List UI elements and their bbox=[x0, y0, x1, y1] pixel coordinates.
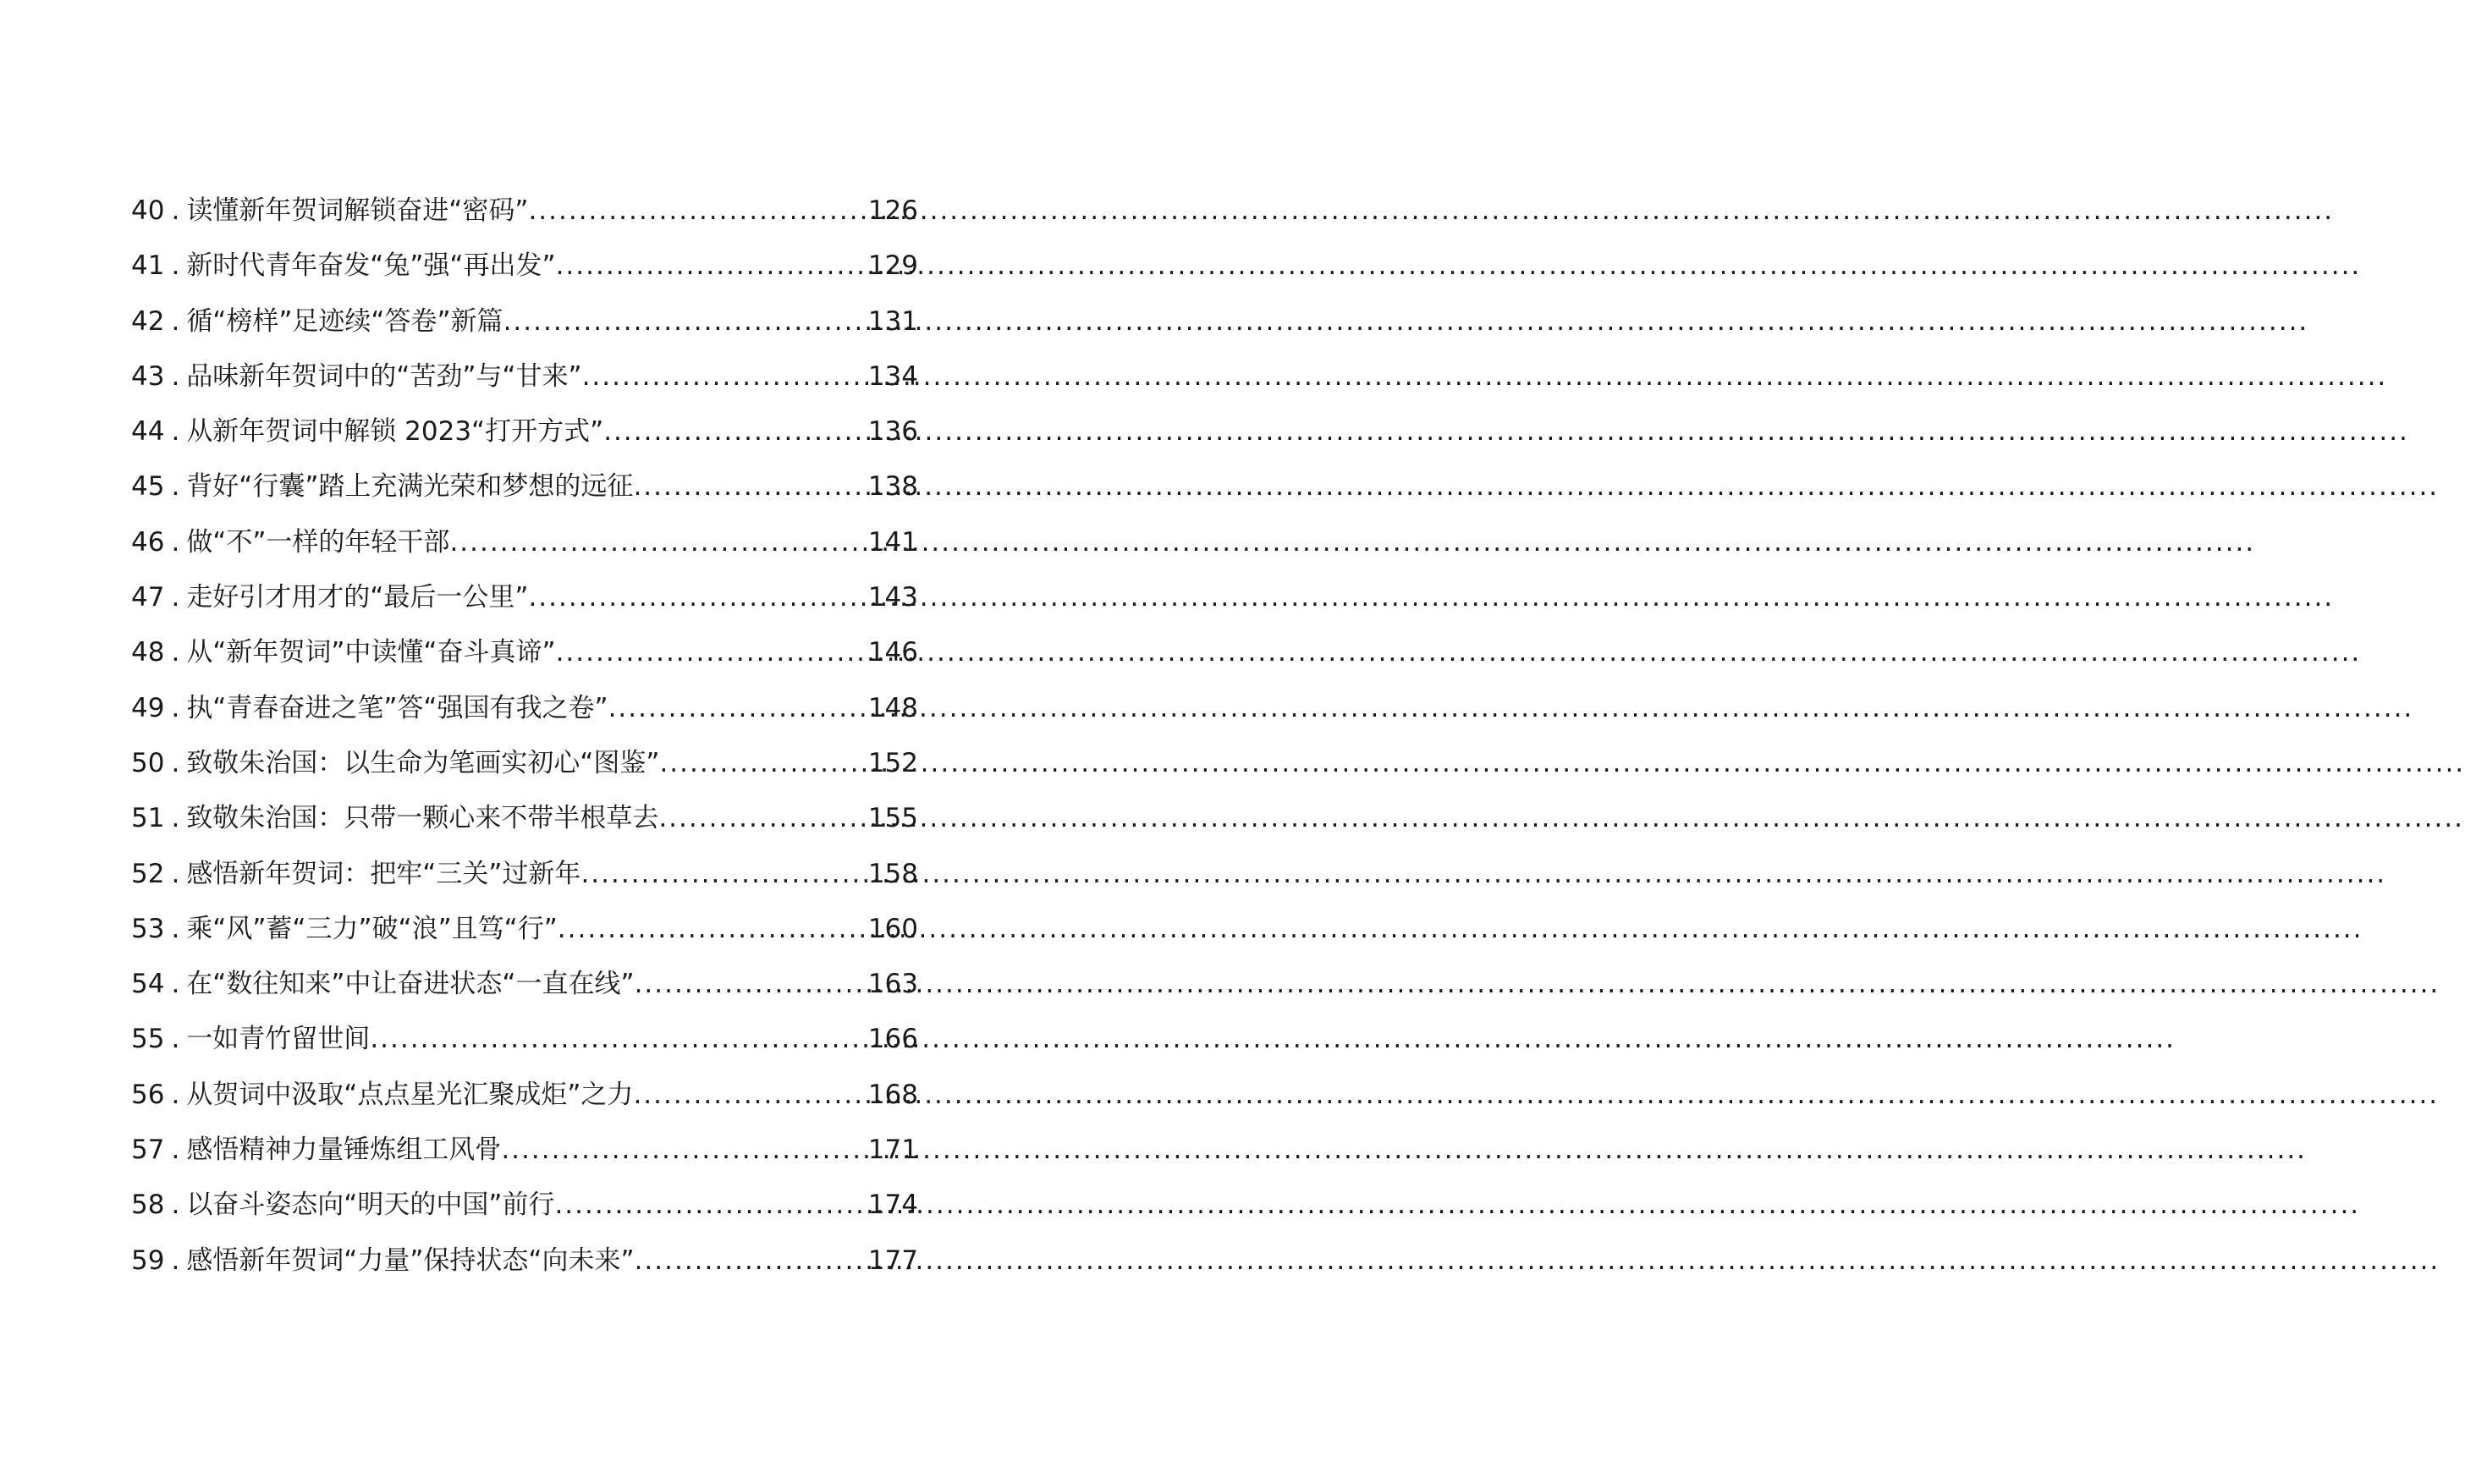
toc-entry-number: 45 bbox=[131, 471, 165, 503]
toc-dot-leader bbox=[582, 349, 867, 404]
toc-entry-separator: . bbox=[171, 360, 180, 392]
toc-entry-title: 从“新年贺词”中读懂“奋斗真谛” bbox=[186, 637, 556, 668]
toc-entry-number: 55 bbox=[131, 1024, 165, 1055]
toc-entry-separator: . bbox=[171, 637, 180, 668]
toc-entry-page-number: 152 bbox=[867, 747, 918, 778]
toc-entry-number: 57 bbox=[131, 1135, 165, 1166]
toc-entry-title: 背好“行囊”踏上充满光荣和梦想的远征 bbox=[186, 471, 634, 503]
toc-dot-leader bbox=[449, 515, 866, 570]
toc-entry[interactable] bbox=[131, 736, 918, 791]
toc-dot-leader bbox=[528, 184, 866, 239]
toc-entry-page-number: 166 bbox=[867, 1024, 918, 1055]
toc-entry-page-number: 155 bbox=[867, 803, 918, 834]
toc-entry-number: 51 bbox=[131, 803, 165, 834]
toc-entry-page-number: 171 bbox=[867, 1135, 918, 1166]
toc-dot-leader bbox=[608, 681, 867, 736]
toc-entry[interactable] bbox=[131, 1123, 918, 1178]
toc-entry[interactable] bbox=[131, 570, 918, 625]
toc-entry-title: 执“青春奋进之笔”答“强国有我之卷” bbox=[186, 692, 608, 723]
toc-entry[interactable] bbox=[131, 515, 918, 570]
toc-entry[interactable] bbox=[131, 681, 918, 736]
toc-entry[interactable] bbox=[131, 791, 918, 846]
toc-entry-number: 46 bbox=[131, 526, 165, 558]
toc-entry-number: 48 bbox=[131, 637, 165, 668]
toc-entry[interactable] bbox=[131, 294, 918, 349]
toc-dot-leader bbox=[554, 1178, 866, 1233]
toc-entry-title: 致敬朱治国：只带一颗心来不带半根草去 bbox=[186, 803, 659, 834]
table-of-contents bbox=[131, 184, 918, 1289]
toc-dot-leader bbox=[503, 294, 867, 349]
toc-entry-title: 从新年贺词中解锁 2023“打开方式” bbox=[186, 416, 604, 448]
toc-entry-page-number: 174 bbox=[867, 1190, 918, 1221]
toc-entry[interactable] bbox=[131, 1012, 918, 1067]
toc-entry[interactable] bbox=[131, 957, 918, 1012]
toc-entry-title: 读懂新年贺词解锁奋进“密码” bbox=[186, 195, 529, 226]
toc-entry[interactable] bbox=[131, 847, 918, 902]
toc-entry-title: 致敬朱治国：以生命为笔画实初心“图鉴” bbox=[186, 747, 660, 778]
toc-entry-number: 52 bbox=[131, 858, 165, 889]
toc-entry-separator: . bbox=[171, 1135, 180, 1166]
toc-entry-title: 感悟新年贺词：把牢“三关”过新年 bbox=[186, 858, 581, 889]
toc-entry-title: 乘“风”蓄“三力”破“浪”且笃“行” bbox=[186, 913, 558, 944]
toc-entry[interactable] bbox=[131, 184, 918, 239]
toc-entry-separator: . bbox=[171, 858, 180, 889]
toc-entry-separator: . bbox=[171, 969, 180, 1000]
toc-entry-number: 43 bbox=[131, 360, 165, 392]
toc-dot-leader bbox=[528, 570, 866, 625]
toc-entry-page-number: 138 bbox=[867, 471, 918, 503]
toc-entry-separator: . bbox=[171, 416, 180, 448]
toc-dot-leader bbox=[556, 239, 867, 294]
toc-entry-number: 49 bbox=[131, 692, 165, 723]
toc-entry-page-number: 163 bbox=[867, 969, 918, 1000]
toc-entry-title: 在“数往知来”中让奋进状态“一直在线” bbox=[186, 969, 635, 1000]
toc-dot-leader bbox=[635, 957, 867, 1012]
toc-entry-page-number: 134 bbox=[867, 360, 918, 392]
toc-entry-title: 新时代青年奋发“兔”强“再出发” bbox=[186, 250, 556, 282]
toc-entry-separator: . bbox=[171, 747, 180, 778]
toc-entry-page-number: 177 bbox=[867, 1245, 918, 1276]
toc-entry-page-number: 146 bbox=[867, 637, 918, 668]
toc-dot-leader bbox=[558, 902, 867, 957]
toc-entry-page-number: 131 bbox=[867, 305, 918, 337]
toc-entry-page-number: 168 bbox=[867, 1079, 918, 1110]
toc-entry-title: 走好引才用才的“最后一公里” bbox=[186, 582, 529, 613]
toc-entry-number: 54 bbox=[131, 969, 165, 1000]
toc-entry-title: 品味新年贺词中的“苦劲”与“甘来” bbox=[186, 360, 582, 392]
toc-entry-page-number: 158 bbox=[867, 858, 918, 889]
toc-dot-leader bbox=[501, 1123, 867, 1178]
toc-entry-title: 做“不”一样的年轻干部 bbox=[186, 526, 450, 558]
toc-entry-title: 循“榜样”足迹续“答卷”新篇 bbox=[186, 305, 503, 337]
toc-dot-leader bbox=[603, 404, 867, 459]
toc-entry[interactable] bbox=[131, 239, 918, 294]
toc-entry[interactable] bbox=[131, 349, 918, 404]
toc-entry-separator: . bbox=[171, 582, 180, 613]
toc-entry-separator: . bbox=[171, 1190, 180, 1221]
toc-entry-number: 47 bbox=[131, 582, 165, 613]
toc-entry-page-number: 136 bbox=[867, 416, 918, 448]
toc-entry-separator: . bbox=[171, 471, 180, 503]
toc-entry-separator: . bbox=[171, 1024, 180, 1055]
toc-dot-leader bbox=[633, 459, 866, 514]
toc-entry-separator: . bbox=[171, 913, 180, 944]
toc-entry-title: 感悟新年贺词“力量”保持状态“向未来” bbox=[186, 1245, 635, 1276]
toc-entry-title: 感悟精神力量锤炼组工风骨 bbox=[186, 1135, 502, 1166]
toc-entry-title: 以奋斗姿态向“明天的中国”前行 bbox=[186, 1190, 555, 1221]
toc-dot-leader bbox=[659, 736, 866, 791]
toc-entry[interactable] bbox=[131, 902, 918, 957]
toc-entry-page-number: 143 bbox=[867, 582, 918, 613]
toc-entry-page-number: 141 bbox=[867, 526, 918, 558]
toc-dot-leader bbox=[635, 1234, 867, 1289]
toc-entry-page-number: 129 bbox=[867, 250, 918, 282]
toc-entry[interactable] bbox=[131, 1234, 918, 1289]
toc-entry[interactable] bbox=[131, 459, 918, 514]
toc-entry-title: 一如青竹留世间 bbox=[186, 1024, 371, 1055]
toc-entry-number: 56 bbox=[131, 1079, 165, 1110]
toc-dot-leader bbox=[580, 847, 866, 902]
toc-dot-leader bbox=[658, 791, 867, 846]
toc-entry[interactable] bbox=[131, 625, 918, 680]
toc-entry[interactable] bbox=[131, 404, 918, 459]
toc-entry-separator: . bbox=[171, 692, 180, 723]
toc-entry-number: 53 bbox=[131, 913, 165, 944]
toc-entry-number: 42 bbox=[131, 305, 165, 337]
toc-entry-separator: . bbox=[171, 250, 180, 282]
toc-entry-title: 从贺词中汲取“点点星光汇聚成炬”之力 bbox=[186, 1079, 634, 1110]
toc-dot-leader bbox=[633, 1068, 866, 1123]
toc-entry-separator: . bbox=[171, 526, 180, 558]
toc-entry-number: 40 bbox=[131, 195, 165, 226]
toc-entry-number: 59 bbox=[131, 1245, 165, 1276]
toc-entry-number: 44 bbox=[131, 416, 165, 448]
toc-entry-separator: . bbox=[171, 195, 180, 226]
toc-entry-separator: . bbox=[171, 803, 180, 834]
toc-entry-page-number: 126 bbox=[867, 195, 918, 226]
toc-entry-number: 58 bbox=[131, 1190, 165, 1221]
toc-dot-leader bbox=[370, 1012, 867, 1067]
document-page bbox=[0, 0, 1049, 1484]
toc-entry-separator: . bbox=[171, 305, 180, 337]
toc-entry[interactable] bbox=[131, 1178, 918, 1233]
toc-entry-number: 50 bbox=[131, 747, 165, 778]
toc-entry[interactable] bbox=[131, 1068, 918, 1123]
toc-entry-separator: . bbox=[171, 1079, 180, 1110]
toc-entry-page-number: 148 bbox=[867, 692, 918, 723]
toc-entry-separator: . bbox=[171, 1245, 180, 1276]
toc-entry-number: 41 bbox=[131, 250, 165, 282]
toc-dot-leader bbox=[556, 625, 867, 680]
toc-entry-page-number: 160 bbox=[867, 913, 918, 944]
